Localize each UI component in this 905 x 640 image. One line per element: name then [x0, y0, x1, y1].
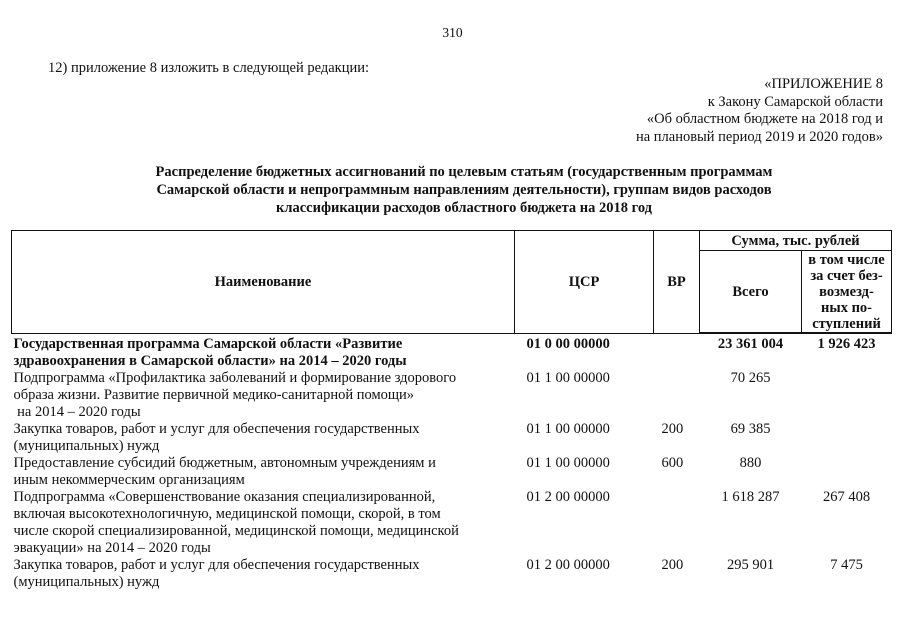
header-csr: ЦСР [515, 231, 654, 334]
row-name [12, 370, 515, 421]
row-name-line: числе скорой специализированной, медицинской помощи, медицинской [13, 522, 459, 539]
table-row [12, 421, 892, 455]
title-line: Распределение бюджетных ассигнований по целевым статьям (государственным программам [155, 164, 773, 180]
intro-text: 12) приложение 8 изложить в следующей редакции: [48, 60, 370, 76]
appendix-reference [636, 76, 883, 146]
header-total: Всего [700, 251, 802, 334]
header-sum: Сумма, тыс. рублей [700, 231, 892, 251]
row-name [12, 421, 515, 455]
header-grants-line: ных по- [821, 300, 872, 316]
row-total: 295 901 [726, 556, 775, 573]
row-name-line: на 2014 – 2020 годы [13, 403, 141, 420]
row-name [12, 557, 515, 591]
page-number: 310 [442, 25, 463, 40]
row-name-line: Подпрограмма «Совершенствование оказания специализированной, [13, 488, 436, 505]
row-csr: 01 0 00 00000 [526, 335, 610, 352]
row-name-line: (муниципальных) нужд [13, 437, 160, 454]
row-grants: 267 408 [822, 488, 871, 505]
row-vr: 200 [661, 556, 684, 573]
title-line: Самарской области и непрограммным направлениям деятельности), группам видов расходов [156, 182, 772, 198]
row-grants [802, 421, 892, 455]
row-vr: 200 [661, 420, 684, 437]
row-name-line: включая высокотехнологичную, медицинской помощи, скорой, в том [13, 505, 441, 522]
row-name-line: (муниципальных) нужд [13, 573, 160, 590]
header-grants [802, 251, 892, 334]
row-vr [654, 489, 700, 557]
header-name: Наименование [12, 231, 515, 334]
row-name-line: Государственная программа Самарской области «Развитие [13, 335, 403, 352]
appendix-line: «ПРИЛОЖЕНИЕ 8 [764, 76, 883, 92]
row-vr [654, 333, 700, 370]
row-total: 880 [739, 454, 762, 471]
row-total: 69 385 [730, 420, 771, 437]
row-csr: 01 1 00 00000 [526, 454, 610, 471]
row-csr: 01 1 00 00000 [526, 369, 610, 386]
table-row [12, 455, 892, 489]
header-vr: ВР [654, 231, 700, 334]
appendix-line: к Закону Самарской области [707, 93, 883, 110]
row-name-line: образа жизни. Развитие первичной медико-санитарной помощи» [13, 386, 415, 403]
row-grants [802, 370, 892, 421]
header-grants-line: ступлений [812, 316, 881, 332]
row-grants [802, 455, 892, 489]
row-csr: 01 1 00 00000 [526, 420, 610, 437]
row-name-line: Закупка товаров, работ и услуг для обеспечения государственных [13, 556, 420, 573]
row-grants: 1 926 423 [817, 336, 876, 352]
header-grants-line: за счет без- [810, 268, 883, 284]
title-line: классификации расходов областного бюджета на 2018 год [276, 200, 652, 216]
row-vr [654, 370, 700, 421]
row-name [12, 455, 515, 489]
row-name [12, 333, 515, 370]
row-csr: 01 2 00 00000 [526, 488, 610, 505]
row-total: 70 265 [730, 369, 771, 386]
appendix-line: на плановый период 2019 и 2020 годов» [635, 128, 883, 145]
row-name-line: Закупка товаров, работ и услуг для обеспечения государственных [13, 420, 420, 437]
table-row [12, 557, 892, 591]
row-grants: 7 475 [830, 556, 863, 573]
appendix-line: «Об областном бюджете на 2018 год и [646, 111, 883, 127]
row-name [12, 489, 515, 557]
row-vr: 600 [661, 454, 684, 471]
row-total: 1 618 287 [721, 488, 780, 505]
row-total: 23 361 004 [717, 336, 784, 352]
header-grants-line: возмезд- [819, 284, 874, 300]
header-grants-line: в том числе [808, 252, 885, 268]
document-title [40, 163, 888, 217]
row-csr: 01 2 00 00000 [526, 556, 610, 573]
row-name-line: здравоохранения в Самарской области» на 2014 – 2020 годы [13, 352, 407, 369]
table-body [12, 333, 892, 591]
table-row [12, 489, 892, 557]
row-name-line: иным некоммерческим организациям [13, 471, 245, 488]
table-row [12, 333, 892, 370]
row-name-line: эвакуации» на 2014 – 2020 годы [13, 539, 211, 556]
table-row [12, 370, 892, 421]
row-name-line: Подпрограмма «Профилактика заболеваний и формирование здорового [13, 369, 457, 386]
row-name-line: Предоставление субсидий бюджетным, автономным учреждениям и [13, 454, 436, 471]
budget-table [11, 230, 892, 591]
